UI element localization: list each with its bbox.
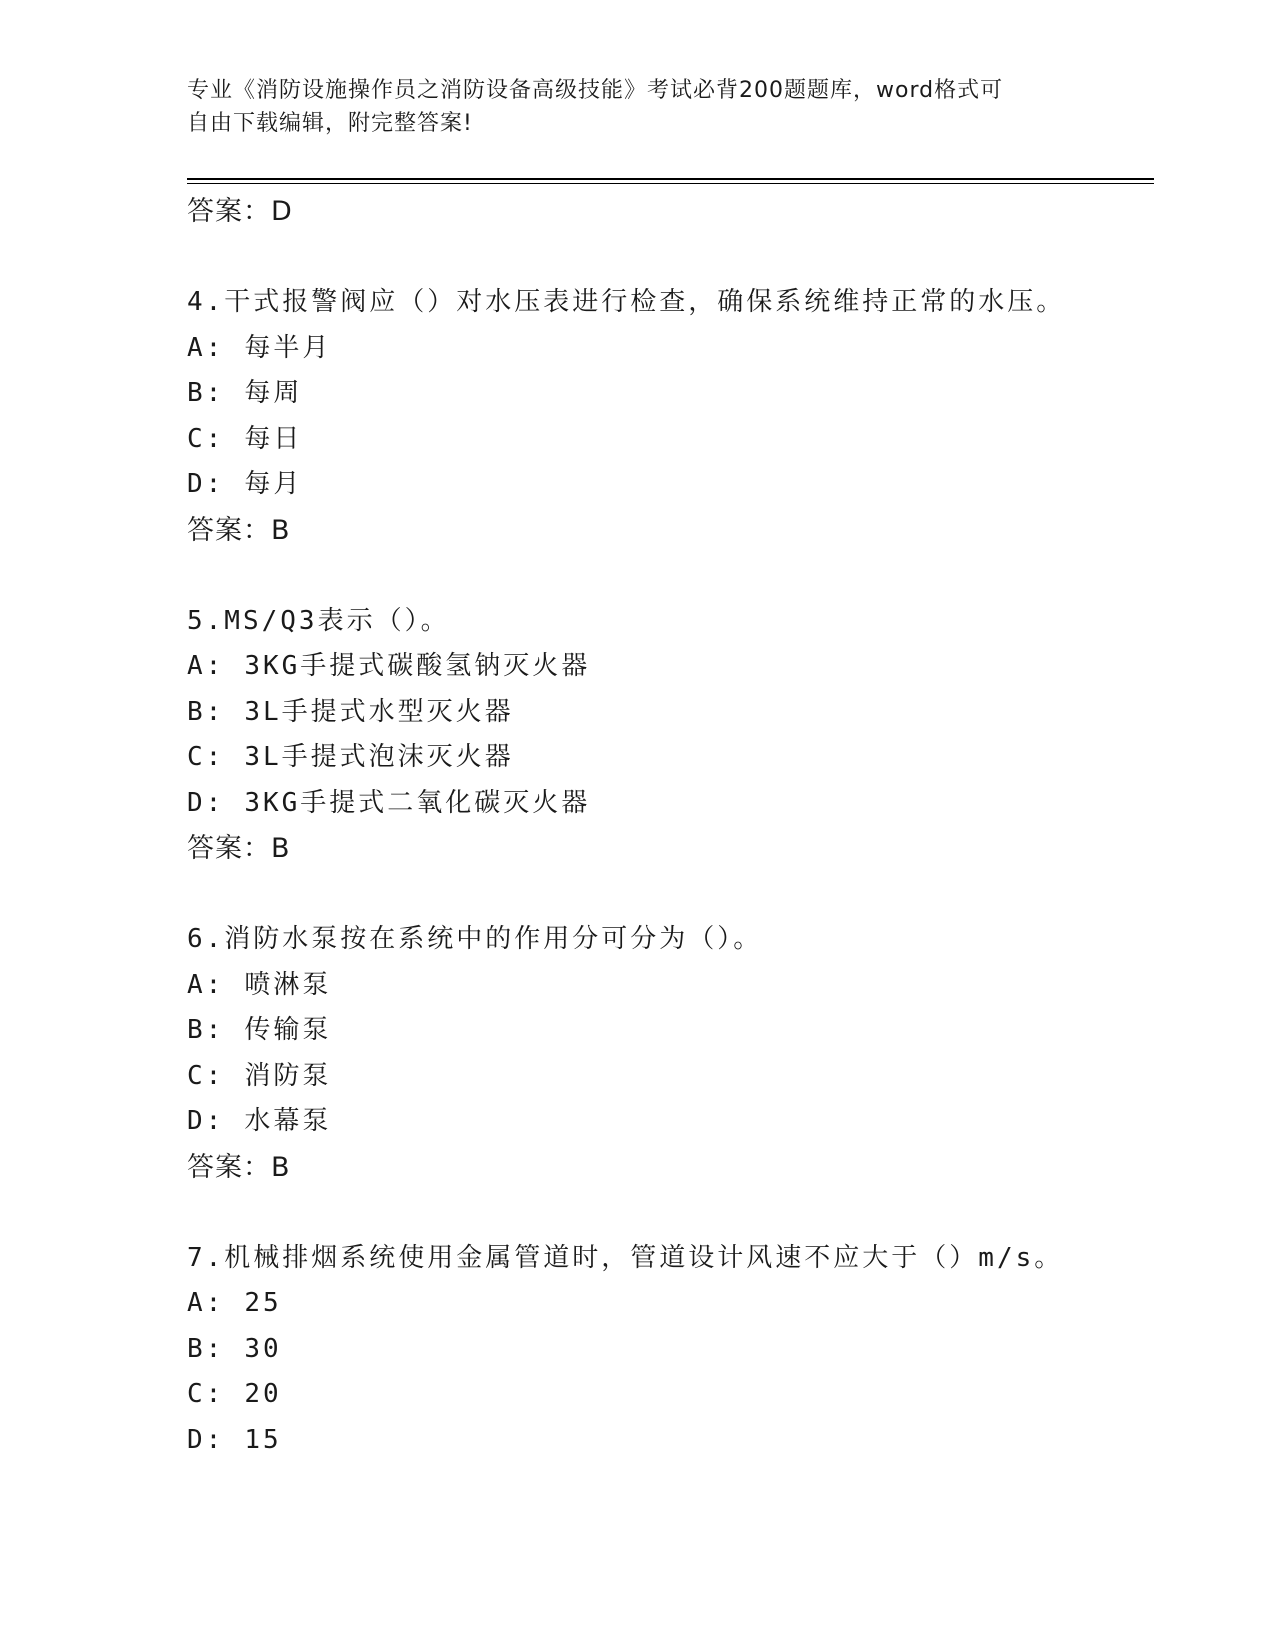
option-text: 30 (244, 1333, 282, 1364)
option-text: 每月 (244, 469, 303, 499)
question-6 (187, 917, 1147, 1190)
option-text: 15 (244, 1424, 282, 1455)
option-key: B: (187, 1015, 225, 1045)
option-text: 3L手提式水型灭火器 (244, 696, 514, 727)
option-text: 25 (244, 1288, 282, 1318)
option-d (187, 462, 1147, 508)
option-key: D: (187, 469, 225, 499)
option-d (187, 1418, 1147, 1464)
option-a (187, 1281, 1147, 1327)
option-b (187, 1327, 1147, 1373)
option-b (187, 371, 1147, 417)
option-a (187, 963, 1147, 1009)
option-a (187, 644, 1147, 690)
option-c (187, 1372, 1147, 1418)
question-4 (187, 280, 1147, 553)
question-7 (187, 1236, 1147, 1464)
question-stem: 7.机械排烟系统使用金属管道时，管道设计风速不应大于（）m/s。 (187, 1242, 1064, 1273)
answer-line: 答案：B (187, 1151, 291, 1183)
option-text: 每半月 (244, 332, 332, 363)
answer-line: 答案：B (187, 833, 291, 864)
option-text: 20 (244, 1379, 282, 1409)
option-key: D: (187, 1424, 225, 1455)
question-stem: 4.干式报警阀应（）对水压表进行检查，确保系统维持正常的水压。 (187, 287, 1066, 317)
option-b (187, 1008, 1147, 1054)
option-key: B: (187, 696, 225, 727)
previous-answer: 答案：D (187, 196, 293, 227)
option-text: 消防泵 (244, 1060, 332, 1091)
option-key: C: (187, 423, 225, 454)
option-text: 水幕泵 (244, 1106, 332, 1136)
option-key: C: (187, 1060, 225, 1091)
header-line-2: 自由下载编辑，附完整答案! (187, 111, 473, 136)
option-d (187, 781, 1147, 827)
option-c (187, 735, 1147, 781)
option-c (187, 1054, 1147, 1100)
option-text: 每日 (244, 423, 303, 454)
header-rule-thick (187, 178, 1154, 180)
question-5 (187, 599, 1147, 872)
option-text: 每周 (244, 378, 303, 408)
question-stem: 6.消防水泵按在系统中的作用分可分为（）。 (187, 924, 763, 954)
option-key: C: (187, 1379, 225, 1409)
option-key: A: (187, 1288, 225, 1318)
question-stem: 5.MS/Q3表示（）。 (187, 605, 450, 636)
option-a (187, 326, 1147, 372)
answer-line: 答案：B (187, 514, 291, 546)
option-c (187, 417, 1147, 463)
option-text: 喷淋泵 (244, 969, 332, 1000)
option-key: B: (187, 378, 225, 408)
option-text: 3L手提式泡沫灭火器 (244, 742, 514, 772)
option-key: A: (187, 651, 225, 681)
header-rule-thin (187, 183, 1154, 184)
option-text: 传输泵 (244, 1015, 332, 1045)
document-header (187, 74, 1087, 140)
option-text: 3KG手提式碳酸氢钠灭火器 (244, 651, 591, 681)
question-list (187, 189, 1147, 1463)
header-line-1: 专业《消防设施操作员之消防设备高级技能》考试必背200题题库，word格式可 (187, 78, 1004, 103)
option-b (187, 690, 1147, 736)
option-text: 3KG手提式二氧化碳灭火器 (244, 787, 591, 818)
option-key: A: (187, 969, 225, 1000)
option-key: A: (187, 332, 225, 363)
option-key: C: (187, 742, 225, 772)
option-key: D: (187, 787, 225, 818)
option-d (187, 1099, 1147, 1145)
option-key: D: (187, 1106, 225, 1136)
option-key: B: (187, 1333, 225, 1364)
